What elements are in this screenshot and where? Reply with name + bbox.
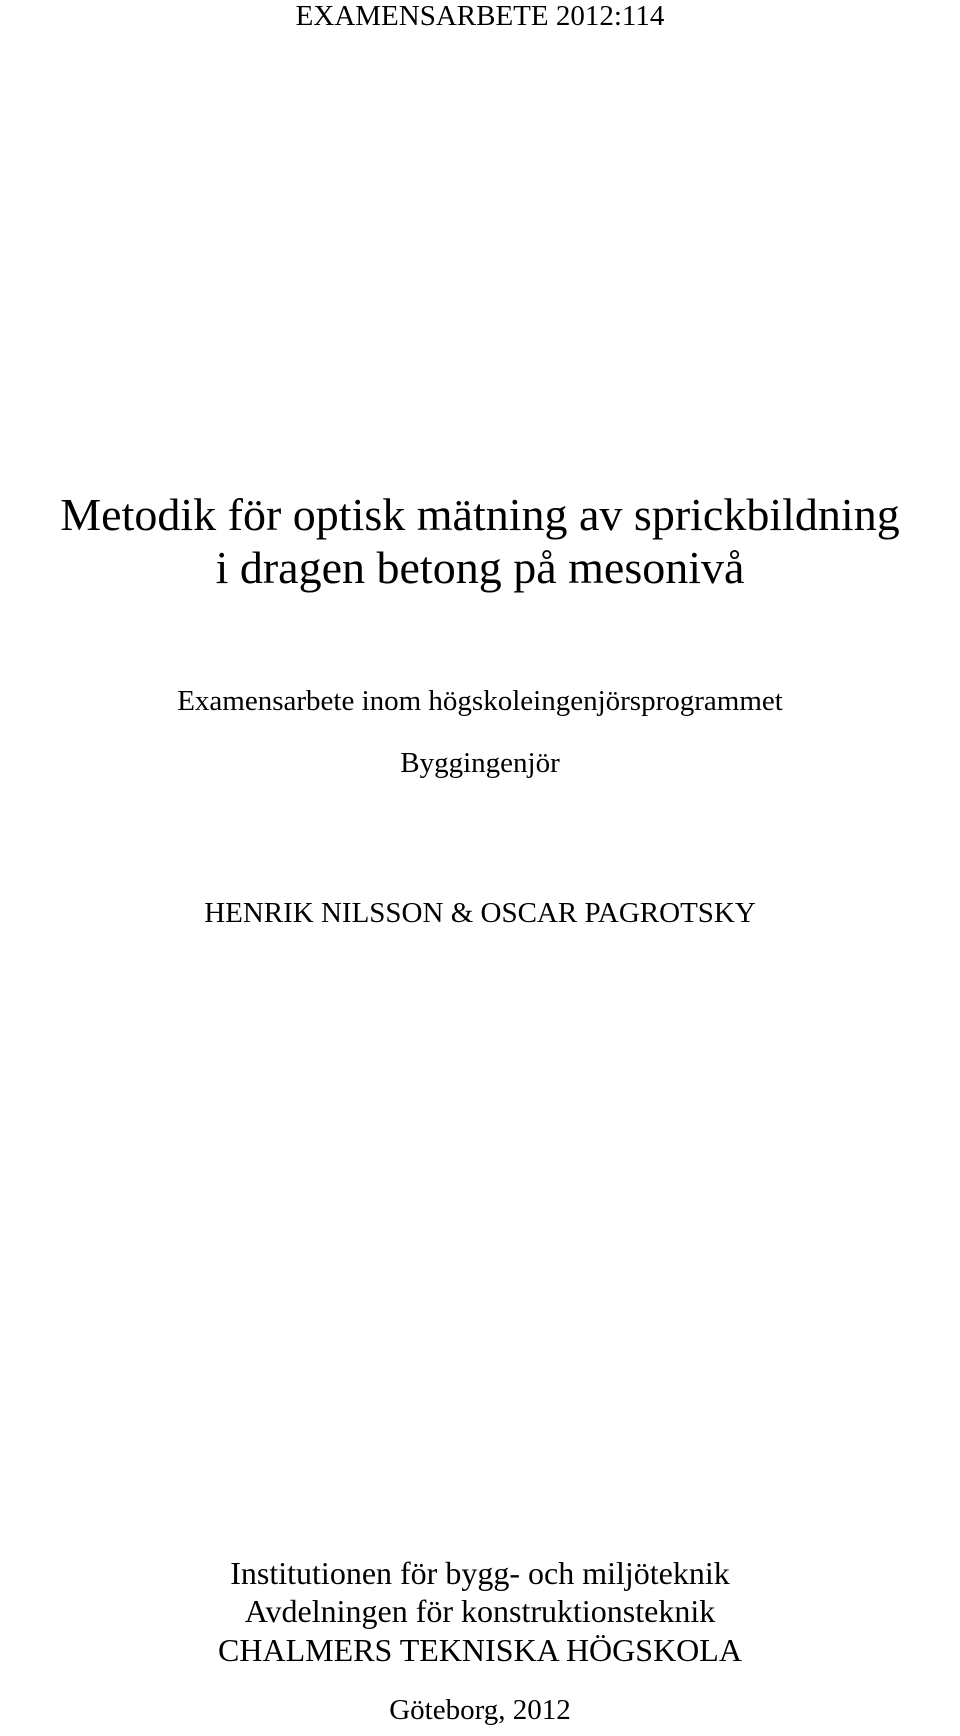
report-number: EXAMENSARBETE 2012:114 [295,0,665,32]
title-line-1: Metodik för optisk mätning av sprickbildning [60,489,900,540]
place-year: Göteborg, 2012 [389,1694,571,1726]
subtitle-line-2: Byggingenjör [400,747,560,779]
authors: HENRIK NILSSON & OSCAR PAGROTSKY [204,897,756,929]
title-line-2: i dragen betong på mesonivå [215,542,745,593]
university: CHALMERS TEKNISKA HÖGSKOLA [218,1632,742,1668]
subtitle-line-1: Examensarbete inom högskoleingenjörsprogrammet [177,685,783,717]
division: Avdelningen för konstruktionsteknik [244,1593,716,1629]
department: Institutionen för bygg- och miljöteknik [230,1555,730,1591]
